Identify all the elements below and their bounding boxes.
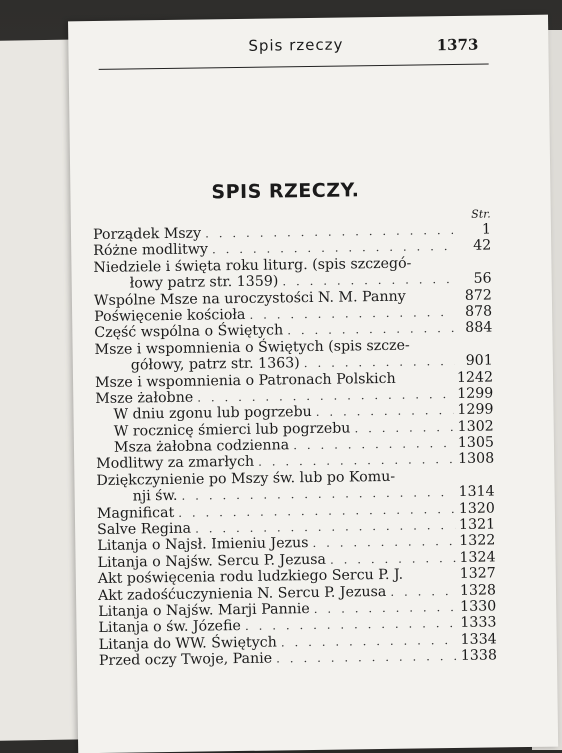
toc-entry: Litanja o Najśw. Marji Pannie . . . 1330 [98,598,496,620]
toc-entry: Litanja o św. Józefie . . . 1333 [98,615,496,637]
toc-entry: Litanja do WW. Świętych . . . 1334 [99,631,497,653]
page-title: SPIS RZECZY. [211,179,360,204]
toc-entry: Dziękczynienie po Mszy św. lub po Komu- [96,468,396,489]
toc-entry: Porządek Mszy . . . 1 [93,221,491,243]
running-title: Spis rzeczy [248,35,344,55]
toc-entry: Akt poświęcenia rodu ludzkiego Sercu P. J. 1327 [97,565,496,588]
toc-entry: Salve Regina . . . 1321 [97,516,495,538]
toc-entry: Poświęcenie kościoła . . . 878 [94,303,492,325]
toc-entry: Modlitwy za zmarłych . . . 1308 [96,451,494,473]
toc-entry: nji św. . . . 1314 [97,484,495,506]
toc-entry: Niedziele i święta roku liturg. (spis szczegó- [93,255,412,276]
toc-entry: Litanja o Najsł. Imieniu Jezus . . . 1322 [97,533,495,555]
toc-entry: Akt zadośćuczynienia N. Sercu P. Jezusa . . . 1328 [98,582,496,604]
toc-entry: Msze i wspomnienia o Patronach Polskich 1242 [94,368,494,391]
toc-entry: Wspólne Msze na uroczystości N. M. Panny 872 [93,287,492,309]
toc-entry: Msze i wspomnienia o Świętych (spis szcze- [94,337,410,358]
toc-entry: Litanja o Najśw. Sercu P. Jezusa . . . 1324 [97,549,495,571]
page-column-label: Str. [471,207,491,221]
page-number: 1373 [436,35,479,55]
toc-entry: Przed oczy Twoje, Panie . . . 1338 [99,648,497,670]
toc-entry: Różne modlitwy . . . 42 [93,238,491,260]
toc-entry: Magnificat . . . 1320 [97,500,495,522]
toc-entry: Msza żałobna codzienna . . . 1305 [96,435,494,457]
toc-entry: gółowy, patrz str. 1363) . . . 901 [95,353,493,375]
toc-entry: łowy patrz str. 1359) . . . 56 [94,271,492,293]
toc-entry: Część wspólna o Świętych . . . 884 [94,320,492,342]
toc-entry: W rocznicę śmierci lub pogrzebu . . . 1302 [96,418,494,440]
toc-entry: Msze żałobne . . . 1299 [95,385,493,407]
table-of-contents [93,221,497,669]
book-page [68,15,558,753]
toc-entry: W dniu zgonu lub pogrzebu . . . 1299 [95,402,493,424]
